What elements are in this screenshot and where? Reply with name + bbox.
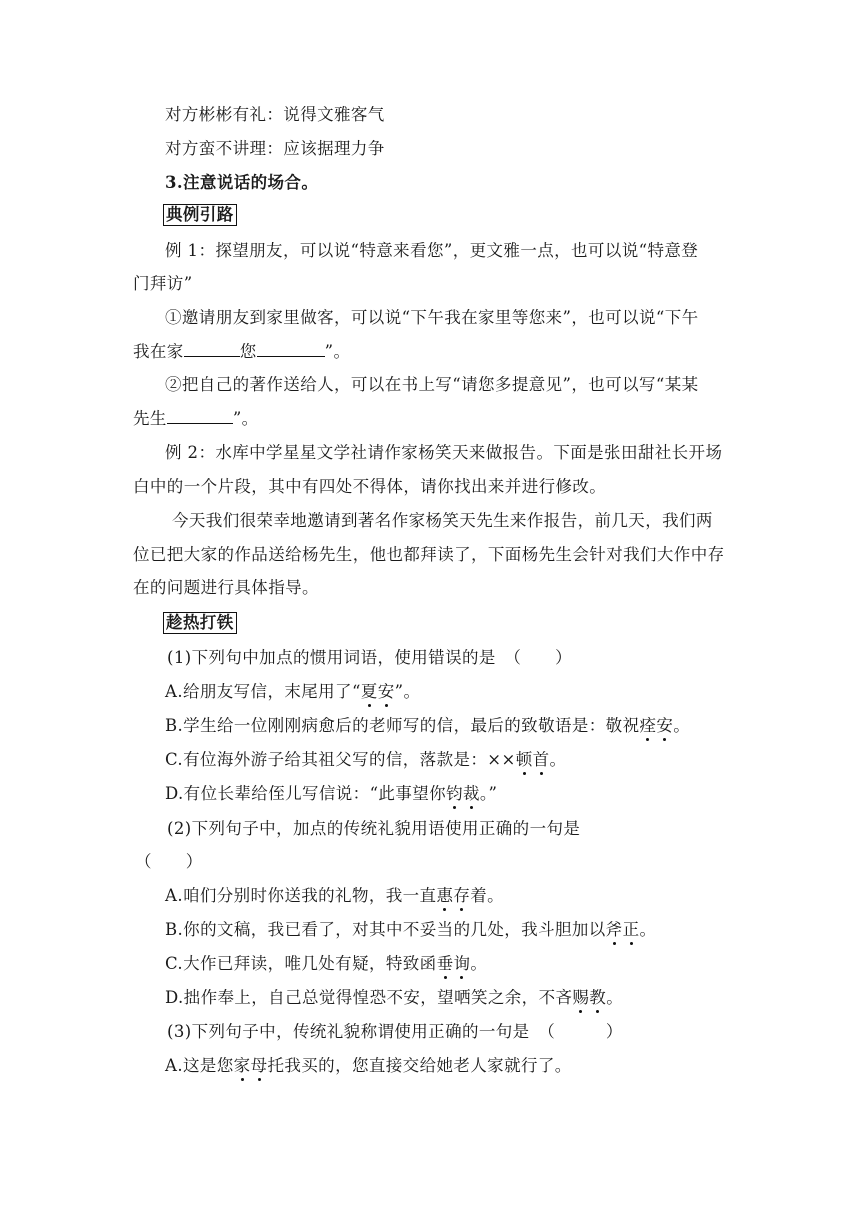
option-c	[165, 953, 487, 975]
dotted-char: 存	[453, 886, 471, 905]
dotted-char: 安	[377, 682, 395, 701]
dotted-char: 夏	[360, 682, 378, 701]
text-segment: D.拙作奉上，自己总觉得惶恐不安，望哂笑之余，不吝	[165, 988, 573, 1007]
text-segment: ”。	[394, 682, 421, 701]
text-line: 门拜访”	[133, 274, 193, 293]
fill-blank	[167, 408, 233, 424]
question-stem: (3)下列句子中，传统礼貌称谓使用正确的一句是 （ ）	[167, 1022, 623, 1041]
text-segment: A.这是您	[165, 1056, 234, 1075]
question-stem: (2)下列句子中，加点的传统礼貌用语使用正确的一句是	[167, 819, 581, 838]
text-segment: A.给朋友写信，末尾用了“	[165, 682, 361, 701]
dotted-char: 首	[532, 750, 550, 769]
option-a	[165, 1055, 572, 1077]
text-segment: B.学生给一位刚刚病愈后的老师写的信，最后的致敬语是：敬祝	[165, 716, 640, 735]
option-b	[165, 715, 690, 737]
dotted-char: 垂	[436, 954, 454, 973]
section-heading: 3.注意说话的场合。	[165, 173, 319, 192]
dotted-char: 教	[589, 988, 607, 1007]
dotted-char: 母	[250, 1056, 268, 1075]
dotted-char: 安	[656, 716, 674, 735]
text-segment: C.大作已拜读，唯几处有疑，特致函	[165, 954, 437, 973]
text-line: 对方彬彬有礼：说得文雅客气	[165, 105, 385, 124]
text-line	[133, 341, 350, 363]
text-segment: 先生	[133, 409, 167, 428]
text-line: ①邀请朋友到家里做客，可以说“下午我在家里等您来”，也可以说“下午	[165, 308, 699, 327]
text-segment: 。	[673, 716, 691, 735]
text-segment: 。	[470, 954, 488, 973]
text-segment: ”。	[324, 342, 351, 361]
text-segment: 。”	[479, 784, 498, 803]
text-segment: ”。	[232, 409, 259, 428]
text-line: 今天我们很荣幸地邀请到著名作家杨笑天先生来作报告，前几天，我们两	[172, 511, 713, 530]
answer-paren: （ ）	[135, 852, 203, 871]
text-segment: C.有位海外游子给其祖父写的信，落款是：××	[165, 750, 516, 769]
text-line	[133, 408, 259, 430]
option-b	[165, 919, 656, 941]
text-line: 在的问题进行具体指导。	[133, 578, 319, 597]
option-a	[165, 681, 420, 703]
text-segment: A.咱们分别时你送我的礼物，我一直	[165, 886, 437, 905]
text-segment: 着。	[470, 886, 505, 905]
text-line: ②把自己的著作送给人，可以在书上写“请您多提意见”，也可以写“某某	[165, 375, 699, 394]
option-c	[165, 749, 566, 771]
text-segment: 托我买的，您直接交给她老人家就行了。	[267, 1056, 572, 1075]
text-segment: 。	[549, 750, 567, 769]
dotted-char: 赐	[572, 988, 590, 1007]
text-segment: B.你的文稿，我已看了，对其中不妥当的几处，我斗胆加以	[165, 920, 606, 939]
option-d	[165, 987, 623, 1009]
dotted-char: 顿	[515, 750, 533, 769]
dotted-char: 惠	[436, 886, 454, 905]
text-line: 白中的一个片段，其中有四处不得体，请你找出来并进行修改。	[133, 477, 607, 496]
boxed-label-container	[163, 612, 237, 634]
text-segment: 。	[606, 988, 624, 1007]
text-line: 对方蛮不讲理：应该据理力争	[165, 139, 385, 158]
fill-blank	[184, 341, 240, 357]
text-segment: 。	[639, 920, 657, 939]
question-stem: (1)下列句中加点的惯用词语，使用错误的是 （ ）	[167, 648, 573, 667]
boxed-label-container	[163, 204, 237, 226]
dotted-char: 钧	[446, 784, 463, 803]
text-segment: D.有位长辈给侄儿写信说：“此事望你	[165, 784, 447, 803]
dotted-char: 询	[453, 954, 471, 973]
text-segment: 我在家	[133, 342, 184, 361]
boxed-label-examples: 典例引路	[163, 204, 237, 226]
boxed-label-practice: 趁热打铁	[163, 612, 237, 634]
dotted-char: 家	[233, 1056, 251, 1075]
dotted-char: 痊	[639, 716, 657, 735]
dotted-char: 正	[622, 920, 640, 939]
dotted-char: 斧	[605, 920, 623, 939]
text-line: 位已把大家的作品送给杨先生，他也都拜读了，下面杨先生会针对我们大作中存	[133, 545, 725, 564]
option-d	[165, 783, 497, 805]
fill-blank	[257, 341, 325, 357]
text-segment: 您	[239, 342, 257, 361]
option-a	[165, 885, 504, 907]
text-line: 例 1：探望朋友，可以说“特意来看您”，更文雅一点，也可以说“特意登	[165, 241, 699, 260]
dotted-char: 裁	[462, 784, 480, 803]
text-line: 例 2：水库中学星星文学社请作家杨笑天来做报告。下面是张田甜社长开场	[165, 443, 723, 462]
